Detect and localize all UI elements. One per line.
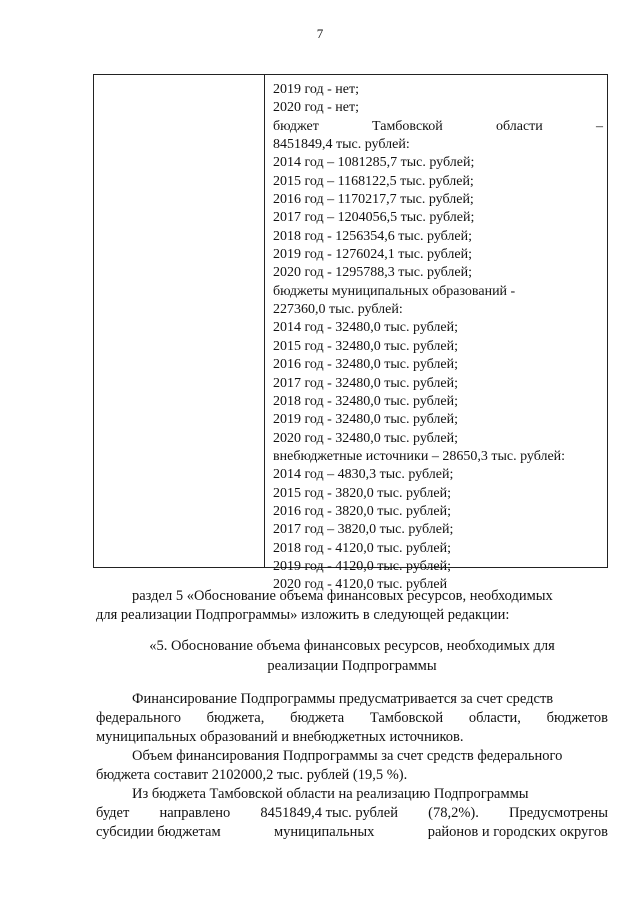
- paragraph-word: Тамбовской: [369, 710, 444, 726]
- paragraph-financing-sources: [96, 690, 608, 747]
- paragraph-regional-budget: [96, 785, 608, 842]
- section-heading-line-2: реализации Подпрограммы: [267, 658, 437, 674]
- table-line: 2014 год – 4830,3 тыс. рублей;: [273, 467, 454, 483]
- table-line: 2020 год - 32480,0 тыс. рублей;: [273, 430, 459, 446]
- paragraph-word: бюджета,: [206, 710, 265, 726]
- table-line: 2019 год - нет;: [273, 82, 359, 97]
- paragraph-word: федерального: [96, 710, 181, 726]
- table-line: 2019 год - 1276024,1 тыс. рублей;: [273, 247, 473, 263]
- table-cell-financing: [273, 81, 603, 595]
- paragraph-line: Финансирование Подпрограммы предусматривается за счет средств: [132, 691, 554, 707]
- table-line: 2018 год - 4120,0 тыс. рублей;: [273, 540, 452, 556]
- paragraph-word: бюджета: [290, 710, 345, 726]
- table-line: 227360,0 тыс. рублей:: [273, 302, 403, 318]
- table-line: 2017 год – 1204056,5 тыс. рублей;: [273, 210, 475, 226]
- table-line: 2018 год - 1256354,6 тыс. рублей;: [273, 228, 473, 244]
- table-line: 2017 год – 3820,0 тыс. рублей;: [273, 522, 454, 538]
- table-column-divider: [264, 75, 265, 567]
- table-line: 2018 год - 32480,0 тыс. рублей;: [273, 393, 459, 409]
- table-line: 2016 год - 32480,0 тыс. рублей;: [273, 357, 459, 373]
- table-word: бюджет: [273, 118, 319, 134]
- table-line: 2017 год - 32480,0 тыс. рублей;: [273, 375, 459, 391]
- paragraph-word: (78,2%).: [428, 805, 479, 821]
- paragraph-line-justified: [96, 709, 608, 728]
- table-line: 2019 год - 32480,0 тыс. рублей;: [273, 412, 459, 428]
- table-line: внебюджетные источники – 28650,3 тыс. рублей:: [273, 448, 566, 464]
- table-line: 2014 год - 32480,0 тыс. рублей;: [273, 320, 459, 336]
- table-word: области: [495, 118, 543, 134]
- paragraph-word: муниципальных: [273, 824, 375, 840]
- paragraph-word: будет: [96, 805, 130, 821]
- table-line: 2015 год - 32480,0 тыс. рублей;: [273, 338, 459, 354]
- table-line: 2015 год – 1168122,5 тыс. рублей;: [273, 173, 474, 189]
- paragraph-word: субсидии бюджетам: [96, 824, 221, 840]
- paragraph-federal-budget: [96, 747, 608, 785]
- table-line: 2020 год - 1295788,3 тыс. рублей;: [273, 265, 473, 281]
- table-line: бюджеты муниципальных образований -: [273, 283, 516, 299]
- paragraph-line: Из бюджета Тамбовской области на реализацию Подпрограммы: [132, 786, 529, 802]
- paragraph-line: бюджета составит 2102000,2 тыс. рублей (19,5 %).: [96, 767, 408, 783]
- table-word: –: [595, 118, 603, 134]
- section-heading: [96, 636, 608, 676]
- financing-table: [93, 74, 608, 593]
- paragraph-word: 8451849,4 тыс. рублей: [260, 805, 398, 821]
- table-line: 2014 год – 1081285,7 тыс. рублей;: [273, 155, 475, 171]
- paragraph-line: Объем финансирования Подпрограммы за счет средств федерального: [132, 748, 563, 764]
- table-line: 2020 год - 4120,0 тыс. рублей: [273, 577, 448, 593]
- paragraph-line: муниципальных образований и внебюджетных источников.: [96, 729, 464, 745]
- table-line: 2016 год - 3820,0 тыс. рублей;: [273, 503, 452, 519]
- instruction-line-2: для реализации Подпрограммы» изложить в следующей редакции:: [96, 607, 510, 623]
- paragraph-line-justified: [96, 804, 608, 823]
- table-word: Тамбовской: [372, 118, 443, 134]
- page-number: 7: [316, 26, 324, 41]
- table-line: 2016 год – 1170217,7 тыс. рублей;: [273, 192, 474, 208]
- table-line: 2019 год - 4120,0 тыс. рублей;: [273, 558, 452, 574]
- table-line: [273, 118, 603, 136]
- paragraph-word: бюджетов: [546, 710, 608, 726]
- paragraph-word: районов и городских округов: [427, 824, 608, 840]
- paragraph-word: направлено: [159, 805, 231, 821]
- paragraph-word: Предусмотрены: [509, 805, 608, 821]
- paragraph-line-justified: [96, 823, 608, 842]
- table-line: 8451849,4 тыс. рублей:: [273, 137, 410, 153]
- section-heading-line-1: «5. Обоснование объема финансовых ресурсов, необходимых для: [149, 638, 555, 654]
- table-line: 2015 год - 3820,0 тыс. рублей;: [273, 485, 452, 501]
- instruction-line-1: раздел 5 «Обоснование объема финансовых ресурсов, необходимых: [132, 588, 553, 604]
- instruction-paragraph: [96, 587, 608, 625]
- table-line: 2020 год - нет;: [273, 100, 359, 116]
- paragraph-word: области,: [468, 710, 521, 726]
